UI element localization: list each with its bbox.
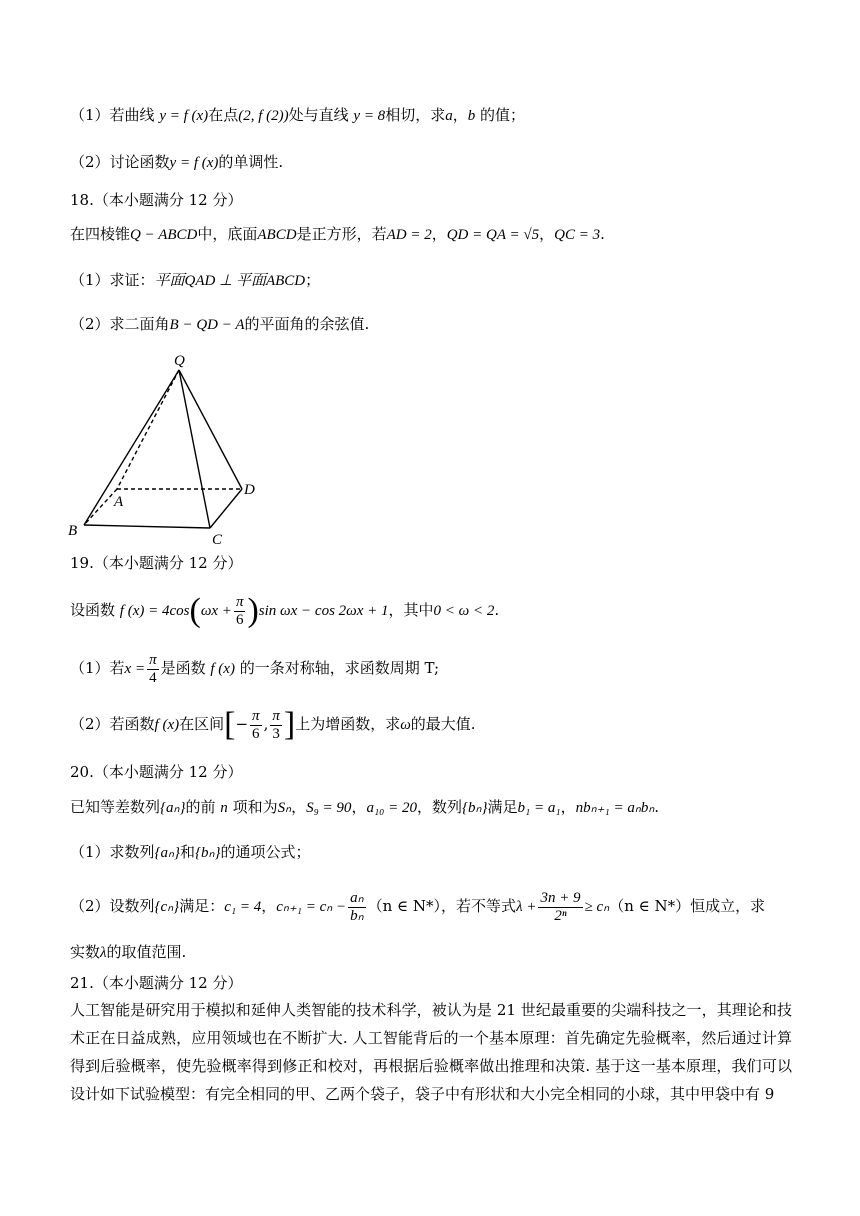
edge-qb (84, 370, 179, 525)
edge-qa (117, 370, 179, 489)
label-a: A (114, 494, 124, 510)
q18-part2: （2）求二面角B − QD − A的平面角的余弦值. (70, 315, 370, 333)
q19-stem: 设函数 f (x) = 4cos(ωx + $\frac{\pi}{6}$ )sin ωx − cos 2ωx + 1，其中0 < ω < 2. (70, 592, 500, 629)
q20-part2: （2）设数列{cₙ}满足：c₁ = 4，cₙ₊₁ = cₙ − $\frac{\text{aₙ}}{\text{bₙ}}$ （n ∈ N*），若不等式λ + $\frac{3n + 9}{\text{2ⁿ}}$ ≥ cₙ（n ∈ N*）恒成立，求 (70, 889, 766, 924)
edge-qc (179, 370, 210, 528)
q19-part2: （2）若函数f (x)在区间[− $\frac{\pi}{6}$ , $\frac{\pi}{3}$ ]上为增函数，求ω的最大值. (70, 706, 476, 743)
q18-header: 18.（本小题满分 12 分） (70, 191, 243, 209)
label-c: C (212, 532, 223, 548)
q18-stem: 在四棱锥Q − ABCD中，底面ABCD是正方形，若AD = 2，QD = QA = √5，QC = 3. (70, 225, 605, 243)
edge-qd (179, 370, 242, 489)
q20-part1: （1）求数列{aₙ}和{bₙ}的通项公式； (70, 843, 311, 861)
q21-header: 21.（本小题满分 12 分） (70, 974, 243, 992)
edge-cd (210, 489, 242, 528)
pyramid-figure (62, 348, 272, 548)
label-q: Q (174, 353, 185, 369)
label-d: D (244, 482, 255, 498)
q18-part1: （1）求证：平面QAD ⊥ 平面ABCD； (70, 271, 321, 289)
label-b: B (68, 523, 78, 539)
edge-ab (84, 489, 117, 525)
q17-part2: （2）讨论函数y = f (x)的单调性. (70, 153, 284, 171)
q19-header: 19.（本小题满分 12 分） (70, 554, 243, 572)
q17-part1: （1）若曲线 y = f (x)在点(2, f (2))处与直线 y = 8相切，求a，b 的值； (70, 106, 526, 124)
edge-bc (84, 525, 210, 528)
q20-header: 20.（本小题满分 12 分） (70, 763, 243, 781)
q20-part2-cont: 实数λ的取值范围. (70, 943, 187, 961)
q21-text: 人工智能是研究用于模拟和延伸人类智能的技术科学，被认为是 21 世纪最重要的尖端科技之一，其理论和技术正在日益成熟，应用领域也在不断扩大. 人工智能背后的一个基本原理：首先确定先验概率，然后通过计算得到后验概率，使先验概率得到修正和校对，再根据后验概率做出推理和决策. 基于这一基本原理，我们可以设计如下试验模型：有完全相同的甲、乙两个袋子，袋子中有形状和大小完全相同的小球，其中甲袋中有 9 (70, 1001, 792, 1103)
q19-part1: （1）若x = $\frac{\pi}{4}$ 是函数 f (x) 的一条对称轴，求函数周期 T; (70, 651, 440, 686)
q20-stem: 已知等差数列{aₙ}的前 n 项和为Sₙ，S₉ = 90，a₁₀ = 20，数列{bₙ}满足b₁ = a₁，nbₙ₊₁ = aₙbₙ. (70, 798, 660, 816)
